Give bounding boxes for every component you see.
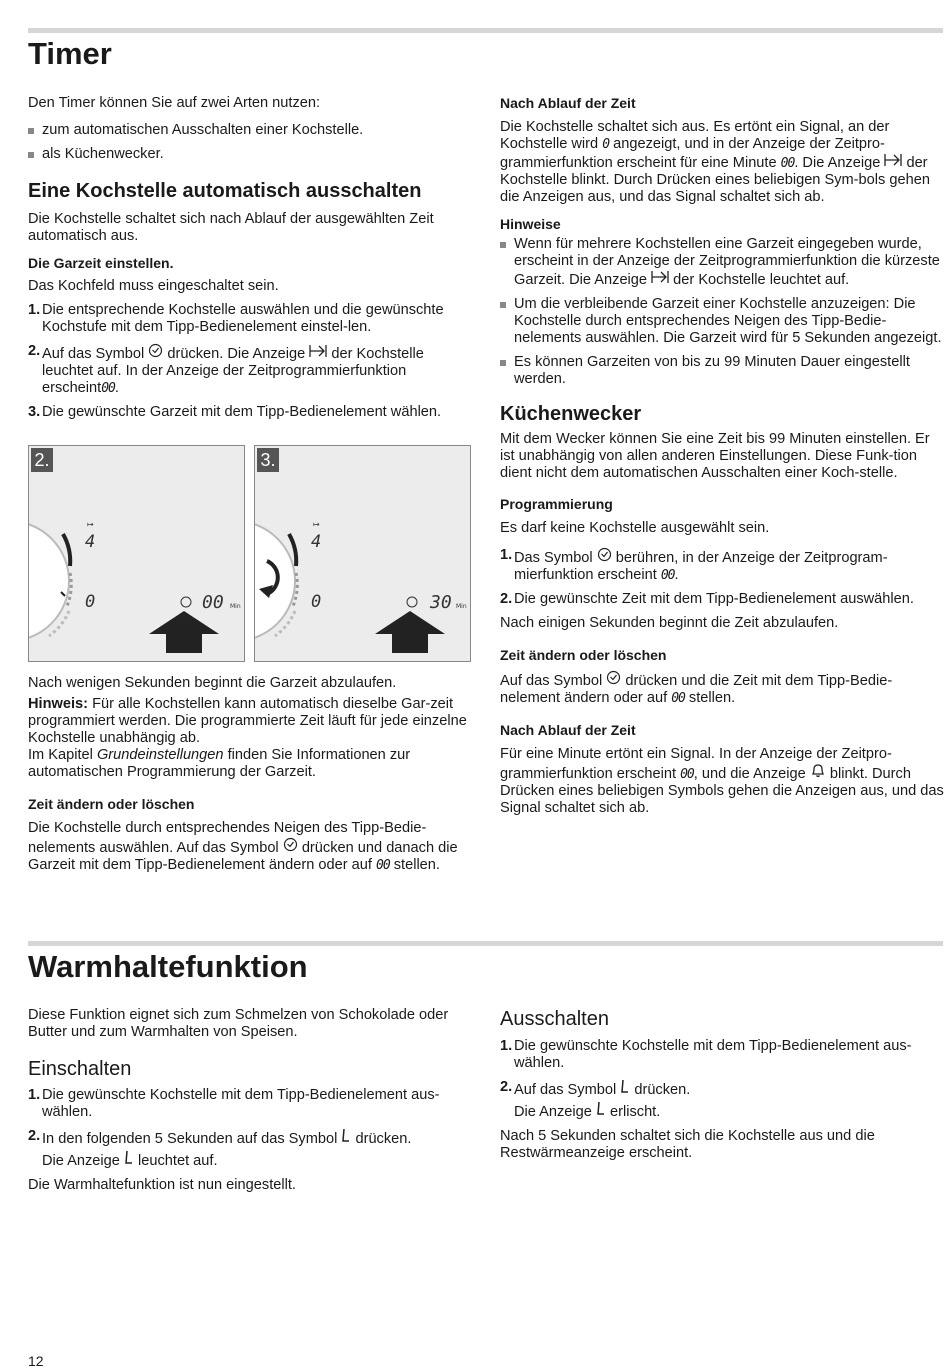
change-text: stellen.: [688, 690, 736, 706]
level-digit: 4: [311, 532, 322, 552]
display-value: 00: [376, 858, 390, 873]
display-value: 00: [680, 767, 694, 782]
expiry-kitchen-text: [500, 746, 944, 817]
list-item: [28, 1087, 472, 1121]
heading-hints: Hinweise: [500, 216, 561, 232]
display-value: 0: [602, 137, 610, 152]
time-digits: 30: [430, 592, 452, 613]
auto-off-text: Die Kochstelle schaltet sich nach Ablauf der ausgewählten Zeit automatisch aus.: [28, 211, 434, 244]
step-text: Die gewünschte Garzeit mit dem Tipp-Bedienelement wählen.: [42, 404, 442, 420]
warm-left-column: [28, 1007, 472, 1194]
timer-arrow-icon: [309, 344, 327, 362]
figure-step-2: [28, 445, 245, 662]
list-item: zum automatischen Ausschalten einer Kochstelle.: [28, 122, 472, 139]
timer-icon: [597, 547, 612, 566]
warm-intro: Diese Funktion eignet sich zum Schmelzen von Schokolade oder Butter und zum Warmhalten von Speisen.: [28, 1007, 449, 1040]
list-item: [28, 1128, 472, 1170]
step-text: Die entsprechende Kochstelle auswählen und die gewünschte Kochstufe mit dem Tipp-Bedienelement einstel-len.: [42, 302, 444, 335]
change-time-text: [28, 820, 472, 874]
set-time-steps: [28, 302, 472, 421]
warm-right-column: [500, 1007, 944, 1162]
timer-icon: [148, 343, 163, 362]
list-item: [28, 302, 472, 336]
time-digits: 00: [202, 592, 224, 613]
chapter-text: finden Sie Informationen zur automatischen Programmierung der Garzeit.: [28, 747, 411, 780]
svg-text:↦: ↦: [313, 520, 320, 529]
timer-icon: [606, 670, 621, 689]
heading-auto-off: Eine Kochstelle automatisch ausschalten: [28, 180, 422, 202]
heading-change-kitchen: Zeit ändern oder löschen: [500, 647, 667, 663]
display-value: 00: [101, 381, 115, 396]
warm-keep-icon: [124, 1150, 134, 1169]
chapter-paragraph: [28, 747, 472, 781]
page-number: 12: [28, 1353, 44, 1369]
page-title-warm: Warmhaltefunktion: [28, 949, 308, 984]
hint-text: Wenn für mehrere Kochstellen eine Garzeit eingegeben wurde, erscheint in der Anzeige der Zeitprogrammierfunktion die kürzeste Garzeit. Die Anzeige: [514, 236, 940, 288]
step-text: Das Symbol: [514, 550, 593, 566]
step-text: Die Anzeige: [514, 1104, 592, 1120]
expiry-part: , und die Anzeige: [693, 766, 806, 782]
level-digit: 4: [85, 532, 96, 552]
step-text: Auf das Symbol: [42, 346, 145, 362]
display-value: 00: [780, 156, 795, 171]
intro-text: Den Timer können Sie auf zwei Arten nutzen:: [28, 95, 321, 111]
note-text: Für alle Kochstellen kann automatisch dieselbe Gar-zeit programmiert werden. Die programmierte Zeit läuft für jede einzelne Kochstelle unabhängig ab.: [28, 696, 467, 746]
programming-after: Nach einigen Sekunden beginnt die Zeit abzulaufen.: [500, 615, 839, 631]
heading-expiry-kitchen: Nach Ablauf der Zeit: [500, 722, 636, 738]
expiry-part: blinkt. Durch Drücken eines beliebigen Symbols gehen die Anzeigen aus, und das Signal schaltet sich ab.: [500, 766, 944, 816]
heading-set-time: Die Garzeit einstellen.: [28, 255, 174, 271]
list-item: 1. Das Symbol berühren, in der Anzeige der Zeitprogram-mierfunktion erscheint 00.: [500, 547, 888, 583]
note-label: Hinweis:: [28, 696, 89, 712]
svg-text:↦: ↦: [87, 520, 94, 529]
section-divider: [28, 941, 943, 946]
step-text: Die Anzeige: [42, 1153, 120, 1169]
expiry-part: . Die Anzeige: [794, 155, 881, 171]
section-divider: [28, 28, 943, 33]
heading-switch-on: Einschalten: [28, 1058, 132, 1080]
list-item: [500, 1038, 944, 1072]
list-item: [28, 343, 472, 397]
list-item: [28, 404, 472, 421]
step-text: In den folgenden 5 Sekunden auf das Symbol: [42, 1131, 338, 1147]
step-text: berühren, in der Anzeige der Zeitprogram-mierfunktion erscheint: [514, 550, 888, 583]
chapter-reference: Grundeinstellungen: [96, 747, 224, 763]
heading-programming: Programmierung: [500, 496, 613, 512]
step-text: drücken.: [355, 1131, 412, 1147]
step-text: erlischt.: [610, 1104, 661, 1120]
timer-arrow-icon: [651, 270, 669, 288]
display-value: 00: [660, 568, 675, 583]
list-item: [500, 1079, 944, 1121]
step-number: 3.: [28, 404, 41, 420]
step-number: 1.: [28, 302, 41, 318]
change-text: Die Kochstelle durch entsprechendes Neigen des Tipp-Bedie-nelements auswählen. Auf das Symbol: [28, 820, 427, 856]
figure-step-3: [254, 445, 471, 662]
step-text: .: [114, 380, 119, 396]
zero-digit: 0: [311, 592, 322, 612]
step-text: Auf das Symbol: [514, 1082, 617, 1098]
warm-keep-icon: [620, 1079, 630, 1098]
step-number: 1.: [500, 1038, 513, 1054]
step-number: 2.: [500, 1079, 513, 1095]
step-text: drücken.: [634, 1082, 691, 1098]
precondition-text: Das Kochfeld muss eingeschaltet sein.: [28, 278, 279, 294]
step-text: drücken. Die Anzeige: [167, 346, 306, 362]
list-item: als Küchenwecker.: [28, 146, 472, 163]
switch-on-steps: [28, 1087, 472, 1170]
hob-display-graphic: [29, 446, 245, 662]
step-number: 2.: [500, 591, 513, 607]
hob-display-graphic: [255, 446, 471, 662]
change-text: drücken und die Zeit mit dem Tipp-Bedie-nelement ändern oder auf: [500, 673, 893, 706]
after-figure-text: Nach wenigen Sekunden beginnt die Garzeit abzulaufen.: [28, 675, 397, 691]
heading-kitchen-timer: Küchenwecker: [500, 403, 642, 425]
step-text: Die gewünschte Kochstelle mit dem Tipp-Bedienelement aus-wählen.: [42, 1087, 440, 1120]
change-kitchen-text: [500, 670, 944, 707]
hints-list: [500, 236, 944, 388]
note-paragraph: [28, 696, 472, 747]
page-title-timer: Timer: [28, 36, 112, 71]
switch-on-done: Die Warmhaltefunktion ist nun eingestellt.: [28, 1177, 296, 1193]
list-item: [500, 591, 944, 608]
bell-icon: [810, 763, 826, 782]
warm-keep-icon: [341, 1128, 351, 1147]
timer-right-column: [500, 95, 944, 817]
expiry-text: [500, 119, 944, 206]
timer-left-column: [28, 95, 472, 421]
change-text: stellen.: [393, 857, 440, 873]
heading-change-time: Zeit ändern oder löschen: [28, 796, 195, 812]
expiry-part: Die Kochstelle schaltet sich aus. Es ertönt ein Signal, an der Kochstelle wird: [500, 119, 890, 152]
display-value: 00: [671, 691, 685, 706]
expiry-part: angezeigt, und in der Anzeige der Zeitpro-grammierfunktion erscheint für eine Minute: [500, 136, 885, 171]
step-number: 2.: [28, 343, 41, 359]
list-item: Um die verbleibende Garzeit einer Kochstelle anzuzeigen: Die Kochstelle durch entsprechendes Neigen des Tipp-Bedie-nelements auswählen. Die Garzeit wird für 5 Sekunden angezeigt.: [500, 296, 944, 347]
step-text: leuchtet auf.: [138, 1153, 218, 1169]
list-item: [500, 236, 944, 289]
figure-tag: 2.: [31, 448, 53, 472]
switch-off-steps: [500, 1038, 944, 1121]
figure-tag: 3.: [257, 448, 279, 472]
zero-digit: 0: [85, 592, 96, 612]
change-text: drücken und danach die Garzeit mit dem Tipp-Bedienelement ändern oder auf: [28, 840, 458, 873]
switch-off-after: Nach 5 Sekunden schaltet sich die Kochstelle aus und die Restwärmeanzeige erscheint.: [500, 1128, 875, 1161]
usage-list: [28, 122, 472, 163]
timer-icon: [283, 837, 298, 856]
expiry-part: der Kochstelle blinkt. Durch Drücken eines beliebigen Sym-bols gehen die Anzeigen aus, und das Signal schaltet sich ab.: [500, 155, 930, 205]
heading-expiry: Nach Ablauf der Zeit: [500, 95, 636, 111]
kitchen-text: Mit dem Wecker können Sie eine Zeit bis 99 Minuten einstellen. Er ist unabhängig von allen anderen Einstellungen. Diese Funk-tion dient nicht dem automatischen Ausschalten einer Koch-stelle.: [500, 431, 930, 481]
heading-switch-off: Ausschalten: [500, 1008, 609, 1030]
step-number: 1.: [28, 1087, 41, 1103]
step-number: 2.: [28, 1128, 41, 1144]
timer-arrow-icon: [884, 153, 902, 171]
step-text: Die gewünschte Kochstelle mit dem Tipp-Bedienelement aus-wählen.: [514, 1038, 912, 1071]
programming-steps: [500, 547, 944, 608]
hint-text: der Kochstelle leuchtet auf.: [673, 272, 850, 288]
step-number: 1.: [500, 547, 513, 563]
list-item: Es können Garzeiten von bis zu 99 Minuten Dauer eingestellt werden.: [500, 354, 944, 388]
chapter-text: Im Kapitel: [28, 747, 97, 763]
warm-keep-icon: [596, 1101, 606, 1120]
change-text: Auf das Symbol: [500, 673, 603, 689]
programming-precondition: Es darf keine Kochstelle ausgewählt sein.: [500, 520, 770, 536]
expiry-part: Für eine Minute ertönt ein Signal. In der Anzeige der Zeitpro-grammierfunktion erscheint: [500, 746, 892, 782]
step-text: der Kochstelle leuchtet auf. In der Anzeige der Zeitprogrammierfunktion erscheint: [42, 346, 424, 396]
timer-left-column-lower: [28, 675, 472, 874]
time-unit: Min: [230, 603, 241, 610]
step-text: Die gewünschte Zeit mit dem Tipp-Bedienelement auswählen.: [514, 591, 914, 607]
time-unit: Min: [456, 603, 467, 610]
